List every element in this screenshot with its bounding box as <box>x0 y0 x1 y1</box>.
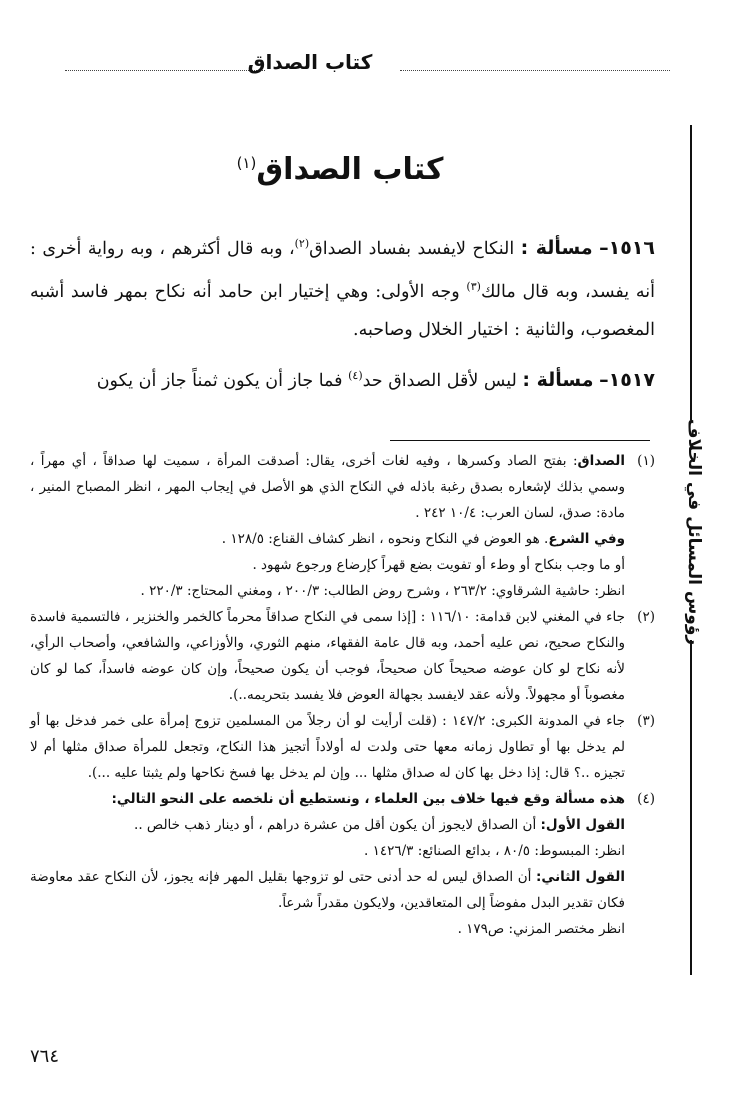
footnote-paragraph: انظر: حاشية الشرقاوي: ٢٦٣/٢ ، وشرح روض الطالب: ٢٠٠/٣ ، ومغني المحتاج: ٢٢٠/٣ . <box>140 583 625 599</box>
side-rule-top <box>690 125 692 420</box>
footnote-text: . هو العوض في النكاح ونحوه ، انظر كشاف القناع: ١٢٨/٥ . <box>221 531 549 547</box>
footnote-ref-2: (٢) <box>294 237 310 250</box>
masala-label: مسألة : <box>520 236 593 259</box>
masala-number: ١٥١٦– <box>599 236 655 259</box>
masala-text: النكاح لايفسد بفساد الصداق <box>309 238 515 259</box>
running-header-title: كتاب الصداق <box>247 50 373 74</box>
masala-1516 <box>30 225 655 349</box>
footnote-paragraph <box>30 526 625 552</box>
masala-text: ليس لأقل الصداق حد <box>362 370 517 391</box>
footnote-ref-4: (٤) <box>348 369 363 382</box>
side-rule-bottom <box>690 640 692 975</box>
footnote-paragraph: أو ما وجب بنكاح أو وطء أو تفويت بضع قهراً كإرضاع ورجوع شهود . <box>252 557 625 573</box>
footnote-term: وفي الشرع <box>548 531 625 547</box>
side-book-title: رؤوس المسائل في الخلاف <box>684 418 704 646</box>
chapter-footnote-ref: (١) <box>236 154 257 172</box>
opinion-text: أن الصداق ليس له حد أدنى حتى لو تزوجها بقليل المهر فإنه يجوز، لأن النكاح عقد معاوضة فكان تقدير البدل مفوضاً إلى المتعاقدين، ولايكون مقدراً شرعاً. <box>30 869 625 911</box>
masala-text: وجه الأولى: وهي إختيار ابن حامد أنه نكاح بمهر فاسد أشبه المغصوب، والثانية : اختيار الخلال وصاحبه. <box>30 281 655 340</box>
footnote-reference: انظر: المبسوط: ٨٠/٥ ، بدائع الصنائع: ١٤٢٦/٣ . <box>364 843 625 859</box>
footnote-body <box>30 448 625 604</box>
chapter-title-text: كتاب الصداق <box>256 152 444 187</box>
masala-number: ١٥١٧– <box>599 368 655 391</box>
footnote-paragraph: جاء في المغني لابن قدامة: ١١٦/١٠ : [إذا سمى في النكاح صداقاً محرماً كالخمر والخنزير ، فالتسمية فاسدة والنكاح صحيح، نص عليه أحمد، وبه قال عامة الفقهاء، منهم الثوري، والأوزاعي، والشافعي، وأصحاب الرأي، لأنه نكاح لو كان عوضه صحيحاً كان صحيحاً، فوجب أن يكون صحيحاً، وإن كان عوضه فاسداً، كما لو كان مغصوباً أو مجهولاً. ولأنه عقد لايفسد بجهالة العوض فلا يفسد بتحريمه..). <box>30 609 625 703</box>
footnote-2 <box>30 604 655 708</box>
chapter-title <box>190 152 490 187</box>
opinion-label: القول الأول: <box>540 817 625 833</box>
footnote-ref-3: (٣) <box>466 279 481 293</box>
footnote-number: (٣) <box>637 713 655 729</box>
footnote-1 <box>30 448 655 604</box>
footnote-4 <box>30 786 655 942</box>
footnote-text: : بفتح الصاد وكسرها ، وفيه لغات أخرى، يقال: أصدقت المرأة ، سميت لها صداقاً ، أي مهراً ، وسمي بذلك لإشعاره بصدق رغبة باذله في النكاح الذي هو الأصل في إيجاب المهر ، انظر المصباح المنير ، مادة: صدق، لسان العرب: ١٠/٤ ٢٤٢ . <box>30 453 625 521</box>
footnote-number: (١) <box>637 453 655 469</box>
opinion-label: القول الثاني: <box>536 869 625 885</box>
footnotes <box>30 448 655 942</box>
masala-text: ، وبه قال أكثرهم ، وبه رواية أخرى : أنه يفسد، وبه قال مالك <box>30 238 655 302</box>
footnote-reference: انظر مختصر المزني: ص١٧٩ . <box>457 921 625 937</box>
footnote-body <box>30 604 625 708</box>
footnote-paragraph <box>30 448 625 526</box>
masala-text: فما جاز أن يكون ثمناً جاز أن يكون <box>96 370 343 391</box>
masala-1517 <box>30 357 655 400</box>
page-number: ٧٦٤ <box>30 1046 60 1067</box>
footnote-number: (٢) <box>637 609 655 625</box>
footnote-intro: هذه مسألة وقع فيها خلاف بين العلماء ، ونستطيع أن نلخصه على النحو التالي: <box>111 791 625 807</box>
footnote-number: (٤) <box>637 791 655 807</box>
footnote-3 <box>30 708 655 786</box>
footnote-paragraph <box>30 812 625 838</box>
footnote-term: الصداق <box>577 453 625 469</box>
footnote-body <box>30 708 625 786</box>
opinion-text: أن الصداق لايجوز أن يكون أقل من عشرة دراهم ، أو دينار ذهب خالص .. <box>134 817 537 833</box>
footnote-body <box>30 786 625 942</box>
footnote-separator <box>390 440 650 441</box>
header-rule-right <box>400 70 670 71</box>
footnote-paragraph: جاء في المدونة الكبرى: ١٤٧/٢ : (قلت أرأيت لو أن رجلاً من المسلمين تزوج إمرأة على خمر فدخل بها أو لم يدخل بها أو تطاول زمانه معها حتى ولدت له أولاداً أتجيز هذا النكاح، وتجعل للمرأة صداق مثلها أم لا تجيزه ..؟ قال: إذا دخل بها كان له صداق مثلها ... وإن لم يدخل بها فسخ نكاحها ولم يثبتا عليه ...). <box>30 713 625 781</box>
masala-label: مسألة : <box>522 368 594 391</box>
footnote-paragraph <box>30 864 625 916</box>
